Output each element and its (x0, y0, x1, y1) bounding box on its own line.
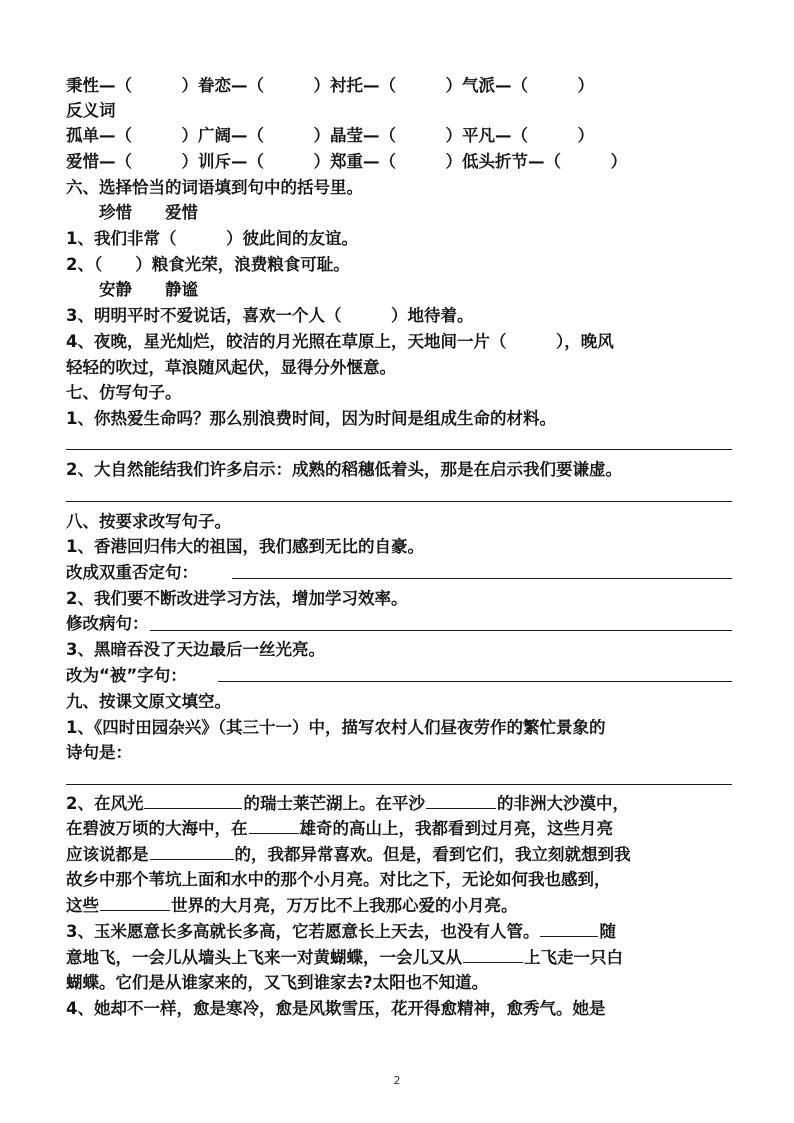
answer-line-7-1[interactable] (66, 449, 732, 450)
section-8-heading: 八、按要求改写句子。 (66, 512, 231, 531)
question-9-2-line-2: 在碧波万顷的大海中，在 雄奇的高山上，我都看到过月亮，这些月亮 (66, 819, 613, 838)
question-6-4: 4、夜晚，星光灿烂，皎洁的月光照在草原上，天地间一片（ ），晚风 (66, 332, 614, 351)
blank[interactable] (150, 858, 234, 860)
section-6-heading: 六、选择恰当的词语填到句中的括号里。 (66, 178, 363, 197)
question-9-3-line-2: 意地飞，一会儿从墙头上飞来一对黄蝴蝶，一会儿又从 上飞走一只白 (66, 948, 623, 967)
question-9-2-line-5: 这些 世界的大月亮，万万比不上我那心爱的小月亮。 (66, 896, 518, 915)
question-9-2-line-3: 应该说都是 的，我都异常喜欢。但是，看到它们，我立刻就想到我 (66, 845, 631, 864)
section-9-heading: 九、按课文原文填空。 (66, 692, 231, 711)
question-6-3: 3、明明平时不爱说话，喜欢一个人（ ）地待着。 (66, 306, 474, 325)
antonym-heading: 反义词 (66, 101, 116, 120)
antonym-row-2: 爱惜—（ ）训斥—（ ）郑重—（ ）低头折节—（ ） (66, 152, 627, 171)
answer-line-8-2[interactable] (150, 630, 732, 631)
question-6-4-cont: 轻轻的吹过，草浪随风起伏，显得分外惬意。 (66, 358, 396, 377)
question-8-1: 1、香港回归伟大的祖国，我们感到无比的自豪。 (66, 537, 424, 556)
blank[interactable] (540, 935, 598, 937)
rewrite-label-2: 修改病句： (66, 614, 149, 633)
blank[interactable] (100, 909, 170, 911)
question-6-1: 1、我们非常（ ）彼此间的友谊。 (66, 229, 358, 248)
question-8-2: 2、我们要不断改进学习方法，增加学习效率。 (66, 589, 408, 608)
blank[interactable] (463, 961, 523, 963)
answer-line-9-1[interactable] (66, 784, 732, 785)
question-9-2: 2、在风光 的瑞士莱芒湖上。在平沙 的非洲大沙漠中， (66, 794, 629, 813)
question-9-1-cont: 诗句是： (66, 743, 132, 762)
blank[interactable] (144, 807, 242, 809)
question-6-2: 2、（ ）粮食光荣，浪费粮食可耻。 (66, 255, 350, 274)
synonym-row-1: 秉性—（ ）眷恋—（ ）衬托—（ ）气派—（ ） (66, 76, 594, 95)
question-9-3: 3、玉米愿意长多高就长多高，它若愿意长上天去，也没有人管。 随 (66, 922, 616, 941)
word-choice-2: 安静 静谧 (66, 280, 198, 299)
question-9-2-line-4: 故乡中那个苇坑上面和水中的那个小月亮。对比之下，无论如何我也感到， (66, 870, 611, 889)
antonym-row-1: 孤单—（ ）广阔—（ ）晶莹—（ ）平凡—（ ） (66, 126, 594, 145)
question-9-4: 4、她却不一样，愈是寒冷，愈是风欺雪压，花开得愈精神，愈秀气。她是 (66, 999, 606, 1018)
rewrite-label-3: 改为“被”字句： (66, 666, 187, 685)
word-choice-1: 珍惜 爱惜 (66, 203, 198, 222)
answer-line-7-2[interactable] (66, 501, 732, 502)
question-9-3-line-3: 蝴蝶。它们是从谁家来的，又飞到谁家去?太阳也不知道。 (66, 973, 489, 992)
answer-line-8-1[interactable] (232, 578, 732, 579)
rewrite-label-1: 改成双重否定句： (66, 563, 198, 582)
question-8-3: 3、黑暗吞没了天边最后一丝光亮。 (66, 640, 325, 659)
question-9-1: 1、《四时田园杂兴》（其三十一）中，描写农村人们昼夜劳作的繁忙景象的 (66, 718, 606, 737)
section-7-heading: 七、仿写句子。 (66, 383, 182, 402)
page-number: 2 (393, 1074, 401, 1087)
question-7-1: 1、你热爱生命吗？那么别浪费时间，因为时间是组成生命的材料。 (66, 409, 556, 428)
blank[interactable] (249, 832, 299, 834)
question-7-2: 2、大自然能结我们许多启示：成熟的稻穗低着头，那是在启示我们要谦虚。 (66, 460, 622, 479)
answer-line-8-3[interactable] (218, 681, 732, 682)
blank[interactable] (426, 807, 496, 809)
